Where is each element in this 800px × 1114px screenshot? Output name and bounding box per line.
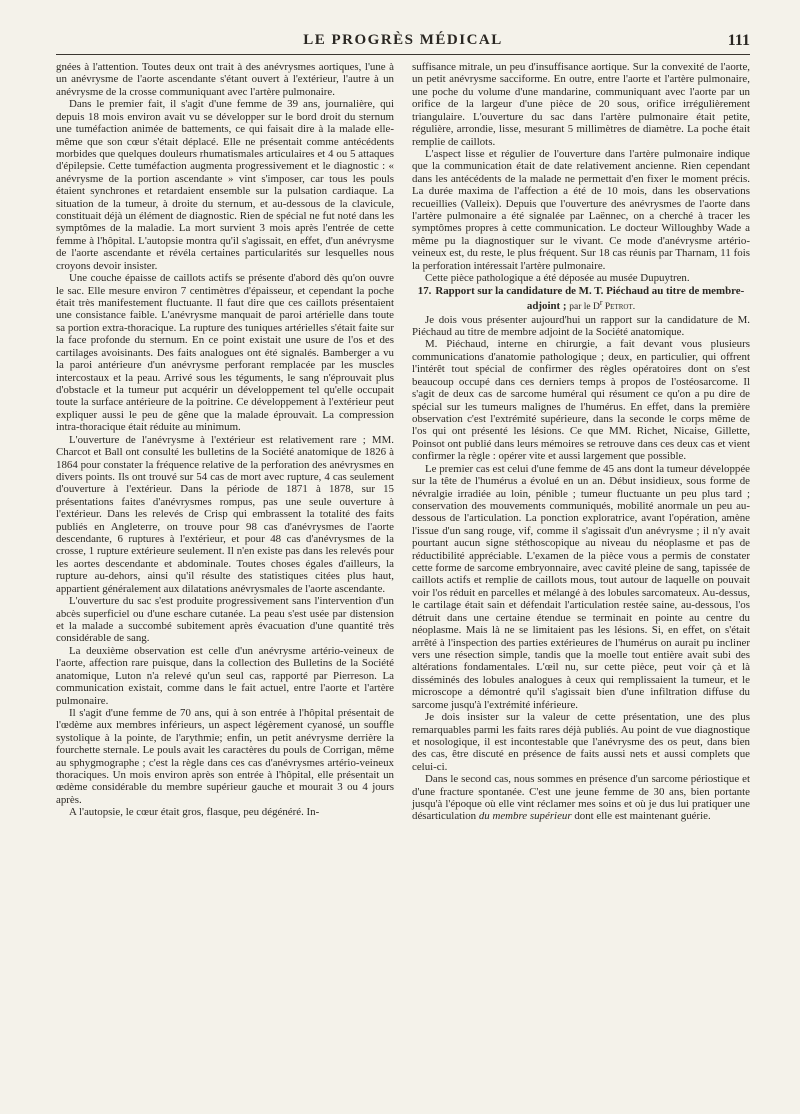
paragraph: Le premier cas est celui d'une femme de 45 ans dont la tumeur développée sur la tête de l'humérus a évolué en un an. Début insidieux, sous forme de névralgie irradiée au loin, pénible ; tumeur fluctuante un peu plus tard ; conservation des mouvements communiqués, mobilité anormale un peu au-dessous de l'articulation. La ponction exploratrice, avant l'opération, amène l'issue d'un sang rouge, vif, comme il s'agissait d'un anévrysme ; il n'y avait pourtant aucun signe stéthoscopique au niveau du néoplasme et pas de réductibilité appréciable. L'examen de la pièce vous a permis de constater cette forme de sarcome embryonnaire, avec cavité pleine de sang, tapissée de caillots actifs et remplie de caillots mous, tout autour de laquelle on pouvait voir l'os réduit en parcelles et mélangé à des lobules sarcomateux. Au-dessus, le cartilage était sain et défendait l'articulation restée saine, au-dessous, l'os détruit dans une certaine étendue se terminait en pointe au centre du néoplasme. Mais là ne se limitaient pas les lésions. Si, en effet, on s'était arrêté à l'inspection des parties extérieures de l'humérus on aurait pu incliner vers une résection simple, tandis que la moelle tout entière avait subi des altérations fondamentales. L'œil nu, sur cette pièce, peut voir çà et là disséminés des lobules analogues à ceux qui remplissaient la tumeur, et le microscope a démontré qu'il s'agissait bien d'une infiltration diffuse du sarcome jusqu'à l'extrémité inférieure.: [412, 462, 750, 711]
final-paragraph: [412, 773, 750, 823]
paragraph: A l'autopsie, le cœur était gros, flasque, peu dégénéré. In-: [69, 806, 320, 819]
article-author: Petrot.: [604, 302, 636, 313]
paragraph: La deuxième observation est celle d'un anévrysme artério-veineux de l'aorte, affection rare puisque, dans la collection des Bulletins de la Société anatomique, Luton n'a relevé qu'un seul cas, rapporté par Pierreson. La communication existait, comme dans le fait actuel, entre l'aorte et l'artère pulmonaire.: [56, 644, 394, 707]
paragraph: L'aspect lisse et régulier de l'ouverture dans l'artère pulmonaire indique que la communication était de date relativement ancienne. Rien cependant dans les antécédents de la malade ne permettait d'en fixer le moment précis. La durée maxima de l'affection a été de 10 mois, dans les observations recueillies (Valleix). Depuis que l'ouverture des anévrysmes de l'aorte dans l'artère pulmonaire a été signalée par Laënnec, on a cherché à tracer les symptômes propres à cette communication. Le docteur Willoughby Wade a même pu la diagnostiquer sur le vivant. Ce mode d'anévrysme artério-veineux est, du reste, le plus fréquent. Sur 18 cas réunis par Tharnam, 11 fois la perforation intéressait l'artère pulmonaire.: [412, 147, 750, 272]
paragraph: Cette pièce pathologique a été déposée au musée Dupuytren.: [425, 272, 690, 285]
left-column: [56, 61, 394, 823]
paragraph: L'ouverture de l'anévrysme à l'extérieur est relativement rare ; MM. Charcot et Ball ont consulté les bulletins de la Société anatomique de 1826 à 1864 pour constater la fréquence relative de la perforation des anévrysmes en divers points. Ils ont trouvé sur 54 cas de mort avec rupture, 4 cas seulement d'ouverture à l'extérieur. Dans la période de 1871 à 1878, sur 15 présentations faites d'anévrysmes rompus, pas une seule ouverture à l'extérieur. Dans les relevés de Crisp qui embrassent la totalité des faits publiés en Angleterre, on trouve pour 98 cas d'anévrysmes de l'aorte descendante, 6 ruptures à l'extérieur, et pour 48 cas d'anévrysmes de la crosse, 1 rupture extérieure seulement. Il n'en existe pas dans les relevés pour les aortes descendante et abdominale. Toutes choses égales d'ailleurs, la rupture au-dehors, ainsi qu'il résulte des statistiques citées plus haut, appartient généralement aux dilatations anévrysmales de l'aorte ascendante.: [56, 433, 394, 595]
paragraph: Il s'agit d'une femme de 70 ans, qui à son entrée à l'hôpital présentait de l'œdème aux membres inférieurs, un aspect légèrement cyanosé, un souffle systolique à la pointe, de l'arythmie; enfin, un petit anévrysme derrière la fourchette sternale. Le pouls avait les caractères du pouls de Corrigan, même au sphygmographe ; c'est la règle dans ces cas d'anévrysmes artério-veineux thoraciques. Un mois environ après son entrée à l'hôpital, elle présentait un œdème considérable du membre supérieur gauche et mourait 3 ou 4 jours après.: [56, 706, 394, 806]
article-heading: [412, 285, 750, 314]
paragraph: Une couche épaisse de caillots actifs se présente d'abord dès qu'on ouvre le sac. Elle mesure environ 7 centimètres d'épaisseur, et cependant la poche était très manifestement fluctuante. Il faut dire que ces caillots présentaient une consistance faible. L'anévrysme manquait de paroi artérielle dans toute sa portion extra-thoracique. La rupture des tuniques artérielles s'était faite sur la face profonde du sternum. En ce point existait une usure de l'os et des cartilages avoisinants. Des faits analogues ont été signalés. Bamberger a vu la paroi antérieure d'un anévrysme perforant remplacée par les muscles intercostaux et la peau. Arrivé sous les téguments, le sang n'éprouvait plus d'obstacle et la tumeur put acquérir un développement tel qu'elle occupait toute la surface antérieure de la poitrine. Ce développement à l'extérieur peut expliquer aussi le peu de gêne que la malade éprouvait. La compression intra-thoracique était réduite au minimum.: [56, 272, 394, 434]
paragraph: Je dois insister sur la valeur de cette présentation, une des plus remarquables parmi les faits rares déjà publiés. Au point de vue diagnostique et nosologique, il est incontestable que l'anévrysme des os peut, dans bien des cas, être discuté en présence de faits aussi nets et aussi complets que celui-ci.: [412, 711, 750, 773]
paragraph: Je dois vous présenter aujourd'hui un rapport sur la candidature de M. Piéchaud au titre de membre adjoint de la Société anatomique.: [412, 313, 750, 339]
byline-superscript: r: [599, 298, 603, 308]
paragraph: M. Piéchaud, interne en chirurgie, a fait devant vous plusieurs communications d'anatomie pathologique ; deux, en particulier, qui offrent l'intérêt tout spécial de confirmer des règles opératoires dont on s'est beaucoup occupé dans ces derniers temps à propos de l'ostéosarcome. Il s'agit de deux cas de sarcome huméral qui résument ce qu'on a pu dire de spécial sur les tumeurs malignes de l'humérus. En effet, dans la première observation c'est l'extrémité supérieure, dans la seconde le corps même de l'os qui ont présenté les lésions. Ce que MM. Richet, Nicaise, Gillette, Poinsot ont publié dans leurs mémoires se retrouve dans ces deux cas et vient confirmer la règle : opérer vite et aussi largement que possible.: [412, 338, 750, 463]
article-byline: [569, 298, 636, 313]
paragraph: Dans le premier fait, il s'agit d'une femme de 39 ans, journalière, qui depuis 18 mois environ avait vu se développer sur le bord droit du sternum une tuméfaction animée de battements, ce qui faisait dire à la malade elle-même que son cœur s'était déplacé. Elle ne présentait comme antécédents morbides que quelques douleurs rhumatismales articulaires et 4 ou 5 attaques d'épilepsie. Cette tuméfaction augmenta progressivement et le diagnostic : « anévrysme de la portion ascendante » vint s'imposer, car tous les pouls étaient synchrones et retardaient ensemble sur la pulsation cardiaque. La situation de la tumeur, à droite du sternum, et au-dessous de la clavicule, constituait déjà un élément de diagnostic. Rien de spécial ne fut noté dans les symptômes de la maladie. La mort survient 3 mois après l'entrée de cette femme à l'hôpital. L'autopsie montra qu'il s'agissait, en effet, d'un anévrysme de l'aorte ascendante et révéla certaines particularités sur lesquelles nous croyons devoir insister.: [56, 98, 394, 272]
page-number: 111: [727, 32, 750, 49]
article-title: Rapport sur la candidature de M. T. Piéchaud au titre de membre-adjoint ;: [435, 284, 745, 313]
italic-phrase: du membre supérieur: [478, 810, 572, 823]
paragraph: L'ouverture du sac s'est produite progressivement sans l'intervention d'un abcès superficiel ou d'une eschare cutanée. La peau s'est usée par distension et la malade a succombé subitement après évacuation d'une quantité très considérable de sang.: [56, 595, 394, 645]
paragraph: suffisance mitrale, un peu d'insuffisance aortique. Sur la convexité de l'aorte, un petit anévrysme sacciforme. En outre, entre l'aorte et l'artère pulmonaire, une poche du volume d'une mandarine, communiquant avec l'aorte par un orifice de la largeur d'une pièce de 20 sous, orifice irrégulièrement triangulaire. L'ouverture du sac dans l'artère pulmonaire était petite, régulière, arrondie, lisse, mesurant 5 millimètres de diamètre. La poche était remplie de caillots.: [412, 61, 750, 148]
final-paragraph-tail: dont elle est maintenant guérie.: [571, 810, 711, 823]
paragraph: gnées à l'attention. Toutes deux ont trait à des anévrysmes aortiques, l'une à un anévrysme de l'aorte ascendante s'étant ouvert à l'extérieur, l'autre à un anévrysme de la crosse communiquant avec l'artère pulmonaire.: [56, 61, 394, 98]
right-column: [412, 61, 750, 823]
running-title: LE PROGRÈS MÉDICAL: [303, 32, 503, 48]
article-number: 17.: [417, 284, 432, 297]
final-paragraph-text: Dans le second cas, nous sommes en présence d'un sarcome périostique et d'une fracture spontanée. C'est une jeune femme de 30 ans, bien portante jusqu'à l'époque où elle vint réclamer mes soins et où je dus lui pratiquer une désarticulation: [412, 773, 750, 823]
page-header: [56, 30, 750, 55]
text-columns: [56, 61, 750, 823]
byline-prefix: par le D: [569, 302, 600, 313]
